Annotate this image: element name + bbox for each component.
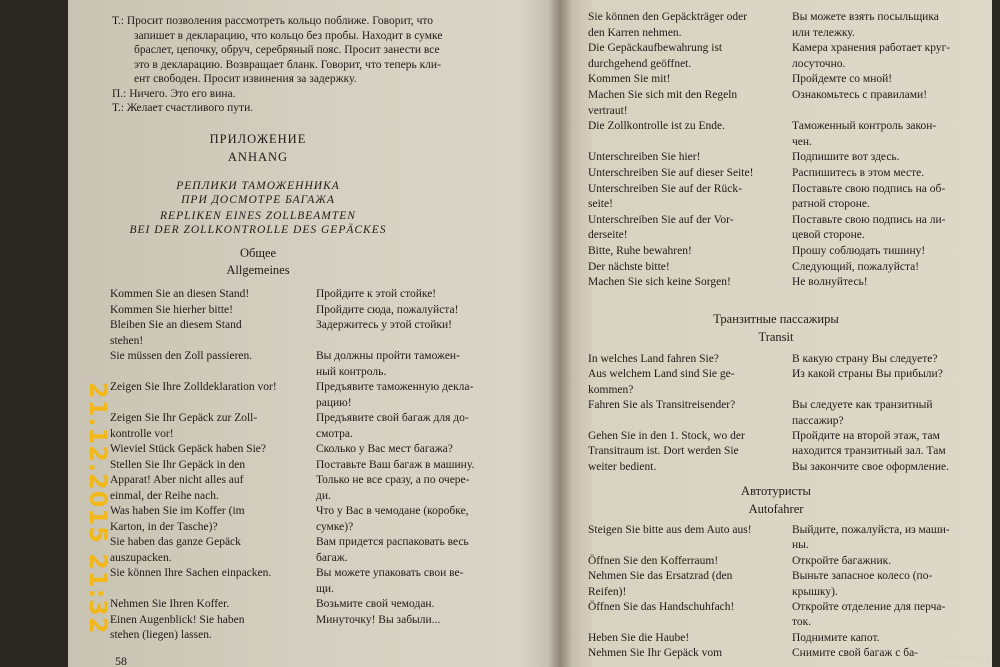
section-motorists-ru: Автотуристы — [741, 484, 811, 498]
phrase-de: Zeigen Sie Ihr Gepäck zur Zoll- — [110, 412, 258, 424]
photo-date-stamp-text: 21.12.2015 21:32 — [84, 382, 112, 635]
left-page — [68, 0, 560, 667]
phrase-ru: Снимите свой багаж с ба- — [792, 647, 919, 660]
appendix-heading-de: ANHANG — [227, 150, 289, 164]
subtitle-de-2: BEI DER ZOLLKONTROLLE DES GEPÄCKES — [129, 224, 387, 236]
phrase-de: Kommen Sie hierher bitte! — [110, 303, 233, 316]
section-transit-de: Transit — [758, 330, 794, 344]
phrase-de: Öffnen Sie den Kofferraum! — [588, 554, 719, 567]
phrase-de: Wieviel Stück Gepäck haben Sie? — [110, 443, 267, 455]
phrase-de: stehen! — [110, 334, 144, 347]
phrase-ru: Откройте отделение для перча- — [792, 601, 946, 613]
site-watermark: www.ay.by — [942, 653, 990, 663]
phrase-ru: Камера хранения работает круг- — [792, 42, 951, 55]
phrase-de: Einen Augenblick! Sie haben — [110, 613, 245, 626]
phrase-ru: Поставьте свою подпись на ли- — [792, 213, 946, 226]
phrase-ru: Поставьте свою подпись на об- — [792, 182, 946, 195]
phrase-ru: ный контроль. — [316, 365, 387, 378]
phrase-de: Steigen Sie bitte aus dem Auto aus! — [588, 524, 752, 536]
phrase-ru: сумке)? — [316, 520, 354, 533]
phrase-ru: Из какой страны Вы прибыли? — [792, 368, 943, 381]
phrase-ru: Вы следуете как транзитный — [792, 399, 933, 412]
phrase-de: Karton, in der Tasche)? — [110, 520, 218, 533]
dialog-line: это в декларацию. Возвращает бланк. Говорит, что теперь кли- — [134, 58, 441, 71]
phrase-ru: ны. — [792, 539, 809, 552]
phrase-de: Die Zollkontrolle ist zu Ende. — [588, 120, 726, 133]
phrase-ru: Минуточку! Вы забыли... — [316, 613, 441, 626]
phrase-ru: или тележку. — [792, 26, 855, 39]
phrase-de: einmal, der Reihe nach. — [110, 489, 219, 502]
phrase-de: Heben Sie die Haube! — [588, 631, 690, 644]
phrase-de: Unterschreiben Sie auf der Rück- — [588, 182, 742, 195]
phrase-de: Apparat! Aber nicht alles auf — [110, 474, 244, 486]
phrase-de: den Karren nehmen. — [588, 26, 682, 39]
phrase-ru: находится транзитный зал. Там — [792, 445, 946, 458]
dialog-line: браслет, цепочку, обруч, серебряный пояс. Просит занести все — [134, 44, 440, 56]
phrase-ru: Пройдите на второй этаж, там — [792, 430, 940, 442]
dialog-line: Т.: Просит позволения рассмотреть кольцо поближе. Говорит, что — [112, 15, 433, 27]
phrase-ru: Подпишите вот здесь. — [792, 151, 900, 164]
phrase-de: Kommen Sie mit! — [588, 73, 671, 86]
phrase-ru: цевой стороне. — [792, 229, 865, 242]
phrase-de: vertraut! — [588, 104, 628, 117]
phrase-ru: ди. — [316, 489, 331, 502]
phrase-de: Sie haben das ganze Gepäck — [110, 536, 241, 548]
phrase-de: Unterschreiben Sie auf dieser Seite! — [588, 167, 754, 179]
phrase-ru: Вы должны пройти таможен- — [316, 350, 460, 362]
phrase-ru: В какую страну Вы следуете? — [792, 353, 938, 365]
phrase-ru: Пройдите сюда, пожалуйста! — [316, 303, 459, 316]
phrase-ru: Вам придется распаковать весь — [316, 536, 469, 548]
phrase-ru: пассажир? — [792, 414, 844, 427]
phrase-de: Was haben Sie im Koffer (im — [110, 505, 245, 517]
phrase-de: seite! — [588, 198, 613, 211]
phrase-ru: Вы можете взять посыльщика — [792, 11, 939, 23]
phrase-de: Transitraum ist. Dort werden Sie — [588, 445, 739, 458]
phrase-de: auszupacken. — [110, 551, 172, 564]
appendix-heading-ru: ПРИЛОЖЕНИЕ — [209, 132, 307, 146]
phrase-ru: Поставьте Ваш багаж в машину. — [316, 458, 475, 471]
right-page — [560, 0, 992, 667]
phrase-de: Bitte, Ruhe bewahren! — [588, 245, 692, 257]
phrase-ru: крышку). — [792, 585, 838, 598]
phrase-de: Nehmen Sie Ihr Gepäck vom — [588, 647, 723, 660]
phrase-ru: ток. — [792, 616, 812, 629]
subtitle-de-1: REPLIKEN EINES ZOLLBEAMTEN — [160, 210, 356, 222]
phrase-ru: Откройте багажник. — [792, 554, 892, 567]
phrase-de: Sie können den Gepäckträger oder — [588, 11, 748, 23]
phrase-de: Sie können Ihre Sachen einpacken. — [110, 567, 272, 579]
phrase-ru: Пройдите к этой стойке! — [316, 288, 437, 300]
section-motorists-de: Autofahrer — [748, 502, 804, 516]
dialog-line: П.: Ничего. Это его вина. — [112, 87, 236, 100]
dialog-line: ент свободен. Просит извинения за задержку. — [134, 73, 357, 85]
phrase-ru: Вы можете упаковать свои ве- — [316, 567, 464, 579]
phrase-ru: Распишитесь в этом месте. — [792, 167, 925, 179]
phrase-de: Machen Sie sich mit den Regeln — [588, 89, 738, 101]
phrase-de: Unterschreiben Sie hier! — [588, 151, 701, 164]
phrase-ru: лосуточно. — [792, 57, 846, 70]
phrase-ru: Возьмите свой чемодан. — [316, 598, 435, 610]
phrase-de: weiter bedient. — [588, 460, 657, 473]
phrase-de: kommen? — [588, 383, 634, 396]
section-general-de: Allgemeines — [226, 263, 290, 277]
phrase-ru: Что у Вас в чемодане (коробке, — [316, 505, 469, 517]
phrase-ru: рацию! — [316, 396, 352, 409]
phrase-de: durchgehend geöffnet. — [588, 57, 692, 70]
phrase-de: Zeigen Sie Ihre Zolldeklaration vor! — [110, 381, 277, 393]
phrase-ru: Вы закончите свое оформление. — [792, 460, 950, 473]
phrase-ru: Выньте запасное колесо (по- — [792, 570, 933, 583]
phrase-ru: Выйдите, пожалуйста, из маши- — [792, 524, 950, 536]
phrase-ru: Предъявите свой багаж для до- — [316, 412, 469, 424]
phrase-ru: чен. — [792, 135, 812, 148]
phrase-ru: ратной стороне. — [792, 198, 870, 211]
phrase-de: Machen Sie sich keine Sorgen! — [588, 276, 731, 289]
phrase-de: derseite! — [588, 229, 628, 242]
phrase-de: Nehmen Sie das Ersatzrad (den — [588, 570, 733, 583]
section-general-ru: Общее — [239, 246, 277, 260]
phrase-ru: Задержитесь у этой стойки! — [316, 319, 452, 331]
phrase-de: Kommen Sie an diesen Stand! — [110, 288, 250, 300]
phrase-ru: Пройдемте со мной! — [792, 73, 893, 86]
subtitle-ru-1: РЕПЛИКИ ТАМОЖЕННИКА — [176, 180, 340, 192]
phrase-de: stehen (liegen) lassen. — [110, 629, 212, 641]
dialog-line: Т.: Желает счастливого пути. — [112, 102, 254, 114]
phrase-de: Reifen)! — [588, 585, 627, 598]
phrase-de: Die Gepäckaufbewahrung ist — [588, 42, 723, 55]
phrase-ru: багаж. — [316, 551, 348, 564]
phrase-ru: Следующий, пожалуйста! — [792, 260, 920, 273]
phrase-de: Sie müssen den Zoll passieren. — [110, 350, 253, 362]
phrase-de: Stellen Sie Ihr Gepäck in den — [110, 458, 246, 471]
phrase-ru: смотра. — [316, 427, 353, 440]
phrase-ru: Сколько у Вас мест багажа? — [316, 443, 453, 455]
phrase-ru: Предъявите таможенную декла- — [316, 381, 474, 393]
phrase-de: In welches Land fahren Sie? — [588, 353, 719, 365]
phrase-ru: Только не все сразу, а по очере- — [316, 474, 470, 486]
phrase-de: Der nächste bitte! — [588, 260, 670, 273]
phrase-ru: Таможенный контроль закон- — [792, 120, 937, 133]
phrase-de: Öffnen Sie das Handschuhfach! — [588, 601, 735, 613]
phrase-de: Nehmen Sie Ihren Koffer. — [110, 598, 230, 610]
phrase-de: kontrolle vor! — [110, 427, 174, 440]
phrase-ru: Прошу соблюдать тишину! — [792, 245, 926, 257]
book-gutter — [548, 0, 572, 667]
phrase-ru: Ознакомьтесь с правилами! — [792, 89, 928, 101]
phrase-ru: щи. — [316, 582, 334, 595]
phrase-de: Unterschreiben Sie auf der Vor- — [588, 213, 734, 226]
phrase-de: Fahren Sie als Transitreisender? — [588, 399, 736, 412]
phrase-ru: Не волнуйтесь! — [792, 276, 868, 289]
phrase-de: Gehen Sie in den 1. Stock, wo der — [588, 430, 745, 442]
phrase-de: Aus welchem Land sind Sie ge- — [588, 368, 735, 381]
subtitle-ru-2: ПРИ ДОСМОТРЕ БАГАЖА — [181, 194, 335, 206]
page-number: 58 — [115, 654, 127, 667]
dialog-line: запишет в декларацию, что кольцо без пробы. Находит в сумке — [134, 29, 443, 42]
photo-date-stamp — [82, 382, 122, 635]
phrase-ru: Поднимите капот. — [792, 631, 880, 644]
phrase-de: Bleiben Sie an diesem Stand — [110, 319, 242, 331]
section-transit-ru: Транзитные пассажиры — [713, 312, 839, 326]
